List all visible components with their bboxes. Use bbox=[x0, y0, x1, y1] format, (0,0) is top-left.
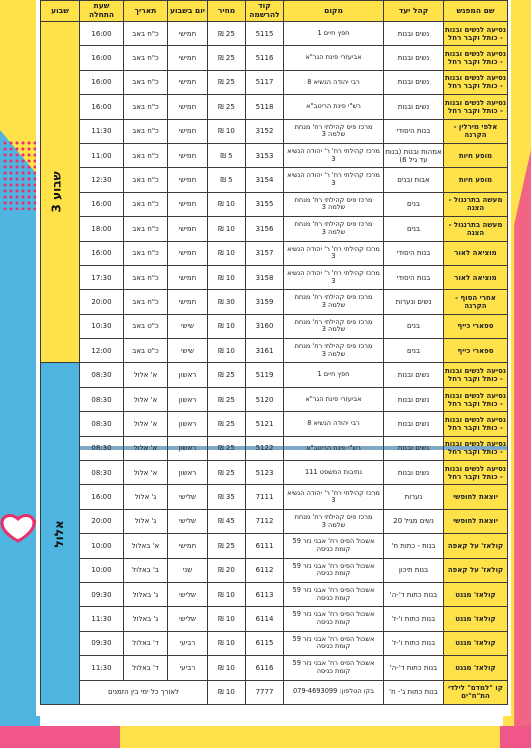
cell-location: מרכז קהילתי רח' ר' יהודה הנשיא 3 bbox=[284, 265, 384, 289]
cell-time: 09:30 bbox=[80, 582, 124, 606]
cell-code: 3159 bbox=[246, 290, 284, 314]
table-row bbox=[41, 314, 508, 338]
cell-name: אחרי הסוף - הקרנה bbox=[444, 290, 508, 314]
dot-pattern-decoration bbox=[2, 140, 38, 210]
cell-date: א' אלול bbox=[124, 387, 168, 411]
cell-price: 10 ₪ bbox=[208, 192, 246, 216]
cell-code: 5120 bbox=[246, 387, 284, 411]
cell-name: נסיעה לנשים ובנות - כותל וקבר רחל bbox=[444, 436, 508, 460]
cell-location: רבי יהודה הנשיא 8 bbox=[284, 70, 384, 94]
cell-audience: בנות היסודי bbox=[384, 119, 444, 143]
cell-day: חמישי bbox=[168, 534, 208, 558]
table-row bbox=[41, 680, 508, 704]
table-row bbox=[41, 534, 508, 558]
cell-name: מוציאה לאור bbox=[444, 265, 508, 289]
cell-audience: נשים ונערות bbox=[384, 290, 444, 314]
cell-name: יוצאת לחופשי bbox=[444, 509, 508, 533]
cell-name: נסיעה לנשים ובנות - כותל וקבר רחל bbox=[444, 363, 508, 387]
cell-name: ספארי כייף bbox=[444, 339, 508, 363]
cell-price: 25 ₪ bbox=[208, 95, 246, 119]
cell-time: 08:30 bbox=[80, 363, 124, 387]
cell-name: נסיעה לנשים ובנות - כותל וקבר רחל bbox=[444, 461, 508, 485]
cell-code: 6112 bbox=[246, 558, 284, 582]
header-location: מקום bbox=[284, 1, 384, 22]
cell-code: 5116 bbox=[246, 46, 284, 70]
cell-name: מעשה בתרנגול - הצגה bbox=[444, 217, 508, 241]
cell-price: 10 ₪ bbox=[208, 656, 246, 680]
cell-name: קולאז' על קאפה bbox=[444, 534, 508, 558]
cell-location: אשכול הפיס רח' אבני נזר 59 קומת כניסה bbox=[284, 558, 384, 582]
cell-time: 11:00 bbox=[80, 143, 124, 167]
cell-audience: בנות כתות ד'-ה' bbox=[384, 656, 444, 680]
cell-time: 08:30 bbox=[80, 412, 124, 436]
cell-day: חמישי bbox=[168, 217, 208, 241]
table-row bbox=[41, 46, 508, 70]
cell-name: מעשה בתרנגול - הצגה bbox=[444, 192, 508, 216]
cell-day: חמישי bbox=[168, 143, 208, 167]
table-row bbox=[41, 95, 508, 119]
cell-code: 6114 bbox=[246, 607, 284, 631]
cell-day: חמישי bbox=[168, 290, 208, 314]
cell-time: 16:00 bbox=[80, 95, 124, 119]
cell-date: כ"ח באב bbox=[124, 290, 168, 314]
cell-name: קולאז' מגנט bbox=[444, 607, 508, 631]
cell-time: 16:00 bbox=[80, 22, 124, 46]
cell-code: 3153 bbox=[246, 143, 284, 167]
table-row bbox=[41, 241, 508, 265]
cell-day: חמישי bbox=[168, 22, 208, 46]
cell-time: 08:30 bbox=[80, 461, 124, 485]
cell-time: 09:30 bbox=[80, 631, 124, 655]
cell-code: 3157 bbox=[246, 241, 284, 265]
cell-location: בקו הטלפון: 079-4693099 bbox=[284, 680, 384, 704]
cell-day: ראשון bbox=[168, 412, 208, 436]
cell-price: 45 ₪ bbox=[208, 509, 246, 533]
header-code: קוד להרשמה bbox=[246, 1, 284, 22]
table-row bbox=[41, 631, 508, 655]
week-label: שבוע 3 bbox=[49, 171, 64, 213]
cell-name: נסיעה לנשים ובנות - כותל וקבר רחל bbox=[444, 95, 508, 119]
cell-name: נסיעה לנשים ובנות - כותל וקבר רחל bbox=[444, 412, 508, 436]
cell-date: ג' אלול bbox=[124, 509, 168, 533]
cell-time: 10:00 bbox=[80, 558, 124, 582]
table-row bbox=[41, 387, 508, 411]
cell-date: ד' באלול bbox=[124, 656, 168, 680]
cell-day: ראשון bbox=[168, 363, 208, 387]
cell-audience: בנים bbox=[384, 314, 444, 338]
cell-price: 10 ₪ bbox=[208, 607, 246, 631]
left-blue-decoration bbox=[0, 130, 40, 730]
cell-audience: אמהות ובנות (בנות עד גיל 6) bbox=[384, 143, 444, 167]
cell-price: 25 ₪ bbox=[208, 387, 246, 411]
cell-price: 10 ₪ bbox=[208, 339, 246, 363]
table-row bbox=[41, 558, 508, 582]
cell-location: אשכול הפיס רח' אבני נזר 59 קומת כניסה bbox=[284, 582, 384, 606]
cell-location: אביעזרי פינת הגר"א bbox=[284, 46, 384, 70]
cell-location: רש"י פינת הריטב"א bbox=[284, 436, 384, 460]
cell-location: מרכז קהילתי רח' ר' יהודה הנשיא 3 bbox=[284, 241, 384, 265]
cell-location: מרכז קהילתי רח' ר' יהודה הנשיא 3 bbox=[284, 168, 384, 192]
cell-day: שלישי bbox=[168, 582, 208, 606]
cell-day: חמישי bbox=[168, 192, 208, 216]
cell-date: א' אלול bbox=[124, 436, 168, 460]
table-row bbox=[41, 582, 508, 606]
cell-date: א' אלול bbox=[124, 363, 168, 387]
cell-day: חמישי bbox=[168, 95, 208, 119]
cell-code: 5123 bbox=[246, 461, 284, 485]
cell-location: רבי יהודה הנשיא 8 bbox=[284, 412, 384, 436]
table-row bbox=[41, 143, 508, 167]
cell-day: חמישי bbox=[168, 265, 208, 289]
cell-time: 10:30 bbox=[80, 314, 124, 338]
cell-date: כ"ח באב bbox=[124, 217, 168, 241]
cell-name: יוצאת לחופשי bbox=[444, 485, 508, 509]
table-row bbox=[41, 192, 508, 216]
cell-audience: נשים ובנות bbox=[384, 46, 444, 70]
cell-name: נסיעה לנשים ובנות - כותל וקבר רחל bbox=[444, 22, 508, 46]
cell-code: 6113 bbox=[246, 582, 284, 606]
cell-code: 3154 bbox=[246, 168, 284, 192]
cell-code: 7777 bbox=[246, 680, 284, 704]
table-row bbox=[41, 22, 508, 46]
cell-day: חמישי bbox=[168, 119, 208, 143]
cell-code: 3156 bbox=[246, 217, 284, 241]
cell-code: 7111 bbox=[246, 485, 284, 509]
cell-code: 5115 bbox=[246, 22, 284, 46]
table-row bbox=[41, 412, 508, 436]
table-row bbox=[41, 70, 508, 94]
cell-name: קו "למדם" לילדי הת"ח"ים bbox=[444, 680, 508, 704]
cell-code: 5118 bbox=[246, 95, 284, 119]
bottom-yellow-border bbox=[120, 726, 500, 748]
cell-price: 30 ₪ bbox=[208, 290, 246, 314]
cell-audience: בנות כתות ג'- ח' bbox=[384, 680, 444, 704]
cell-price: 10 ₪ bbox=[208, 680, 246, 704]
cell-day: חמישי bbox=[168, 46, 208, 70]
cell-audience: נערות bbox=[384, 485, 444, 509]
cell-code: 7112 bbox=[246, 509, 284, 533]
cell-date: כ"ח באב bbox=[124, 46, 168, 70]
cell-price: 10 ₪ bbox=[208, 314, 246, 338]
cell-code: 5117 bbox=[246, 70, 284, 94]
cell-code: 3160 bbox=[246, 314, 284, 338]
cell-date: כ"ח באב bbox=[124, 143, 168, 167]
cell-location: חפץ חיים 1 bbox=[284, 22, 384, 46]
table-row bbox=[41, 168, 508, 192]
cell-day: שלישי bbox=[168, 509, 208, 533]
cell-day: שלישי bbox=[168, 607, 208, 631]
header-time: שעת התחלה bbox=[80, 1, 124, 22]
cell-location: רש"י פינת הריטב"א bbox=[284, 95, 384, 119]
cell-location: מרכז קהילתי רח' ר' יהודה הנשיא 3 bbox=[284, 143, 384, 167]
table-row bbox=[41, 217, 508, 241]
cell-name: ספארי כייף bbox=[444, 314, 508, 338]
cell-audience: בנות כתות ו'-ז' bbox=[384, 631, 444, 655]
cell-name: נסיעה לנשים ובנות - כותל וקבר רחל bbox=[444, 46, 508, 70]
cell-name: קולאז' מגנט bbox=[444, 656, 508, 680]
cell-code: 6116 bbox=[246, 656, 284, 680]
cell-date: א' אלול bbox=[124, 412, 168, 436]
cell-location: אשכול הפיס רח' אבני נזר 59 קומת כניסה bbox=[284, 631, 384, 655]
cell-location: מרכז פיס קהילתי רח' מנחת שלמה 3 bbox=[284, 119, 384, 143]
cell-time: 12:00 bbox=[80, 339, 124, 363]
cell-price: 10 ₪ bbox=[208, 265, 246, 289]
cell-day: לאורך כל ימי בין הזמנים bbox=[80, 680, 208, 704]
cell-price: 25 ₪ bbox=[208, 412, 246, 436]
cell-time: 12:30 bbox=[80, 168, 124, 192]
cell-audience: בנים bbox=[384, 217, 444, 241]
cell-price: 25 ₪ bbox=[208, 534, 246, 558]
cell-location: מרכז פיס קהילתי רח' מנחת שלמה 3 bbox=[284, 217, 384, 241]
header-audience: קהל יעד bbox=[384, 1, 444, 22]
cell-date: כ"ח באב bbox=[124, 22, 168, 46]
cell-price: 5 ₪ bbox=[208, 143, 246, 167]
cell-price: 25 ₪ bbox=[208, 461, 246, 485]
cell-name: מוציאה לאור bbox=[444, 241, 508, 265]
cell-audience: נשים ובנות bbox=[384, 412, 444, 436]
cell-code: 5121 bbox=[246, 412, 284, 436]
cell-audience: נשים ובנות bbox=[384, 461, 444, 485]
cell-location: נתיבות המשפט 111 bbox=[284, 461, 384, 485]
cell-code: 3152 bbox=[246, 119, 284, 143]
cell-day: שני bbox=[168, 558, 208, 582]
cell-location: מרכז קהילתי רח' ר' יהודה הנשיא 3 bbox=[284, 485, 384, 509]
table-row bbox=[41, 363, 508, 387]
cell-location: אשכול הפיס רח' אבני נזר 59 קומת כניסה bbox=[284, 656, 384, 680]
cell-date: כ"ח באב bbox=[124, 241, 168, 265]
cell-code: 3155 bbox=[246, 192, 284, 216]
cell-date: כ"ח באב bbox=[124, 70, 168, 94]
cell-day: חמישי bbox=[168, 168, 208, 192]
cell-code: 6111 bbox=[246, 534, 284, 558]
table-row bbox=[41, 461, 508, 485]
table-row bbox=[41, 339, 508, 363]
cell-price: 10 ₪ bbox=[208, 217, 246, 241]
cell-price: 25 ₪ bbox=[208, 46, 246, 70]
cell-name: מופע חיות bbox=[444, 168, 508, 192]
cell-code: 6115 bbox=[246, 631, 284, 655]
cell-time: 10:00 bbox=[80, 534, 124, 558]
cell-date: ג' באלול bbox=[124, 607, 168, 631]
cell-code: 5122 bbox=[246, 436, 284, 460]
table-row bbox=[41, 485, 508, 509]
table-row bbox=[41, 509, 508, 533]
cell-code: 3158 bbox=[246, 265, 284, 289]
cell-price: 25 ₪ bbox=[208, 22, 246, 46]
cell-time: 11:30 bbox=[80, 119, 124, 143]
cell-time: 20:00 bbox=[80, 509, 124, 533]
cell-name: קולאז' מגנט bbox=[444, 631, 508, 655]
cell-location: אשכול הפיס רח' אבני נזר 59 קומת כניסה bbox=[284, 534, 384, 558]
cell-date: כ"ט באב bbox=[124, 339, 168, 363]
week-3-label-cell bbox=[41, 22, 80, 363]
cell-audience: בנות - כתות ח' bbox=[384, 534, 444, 558]
cell-time: 16:00 bbox=[80, 485, 124, 509]
cell-date: כ"ח באב bbox=[124, 168, 168, 192]
cell-price: 10 ₪ bbox=[208, 631, 246, 655]
cell-time: 11:30 bbox=[80, 607, 124, 631]
cell-price: 35 ₪ bbox=[208, 485, 246, 509]
cell-date: כ"ח באב bbox=[124, 119, 168, 143]
cell-price: 20 ₪ bbox=[208, 558, 246, 582]
cell-price: 25 ₪ bbox=[208, 70, 246, 94]
cell-price: 10 ₪ bbox=[208, 582, 246, 606]
cell-audience: נשים ובנות bbox=[384, 95, 444, 119]
cell-audience: בנים bbox=[384, 339, 444, 363]
cell-day: ראשון bbox=[168, 387, 208, 411]
header-price: מחיר bbox=[208, 1, 246, 22]
cell-date: ב' באלול bbox=[124, 558, 168, 582]
header-week: שבוע bbox=[41, 1, 80, 22]
cell-location: מרכז פיס קהילתי רח' מנחת שלמה 3 bbox=[284, 290, 384, 314]
events-table bbox=[40, 0, 508, 705]
cell-day: רביעי bbox=[168, 656, 208, 680]
cell-date: א' אלול bbox=[124, 461, 168, 485]
cell-price: 5 ₪ bbox=[208, 168, 246, 192]
cell-audience: בנות היסודי bbox=[384, 241, 444, 265]
cell-audience: נשים מגיל 20 bbox=[384, 509, 444, 533]
cell-audience: נשים ובנות bbox=[384, 436, 444, 460]
header-date: תאריך bbox=[124, 1, 168, 22]
header-name: שם המפגש bbox=[444, 1, 508, 22]
cell-location: אשכול הפיס רח' אבני נזר 59 קומת כניסה bbox=[284, 607, 384, 631]
cell-audience: אבות ובנים bbox=[384, 168, 444, 192]
cell-name: קולאז' על קאפה bbox=[444, 558, 508, 582]
cell-code: 3161 bbox=[246, 339, 284, 363]
cell-time: 11:30 bbox=[80, 656, 124, 680]
cell-location: מרכז פיס קהילתי רח' מנחת שלמה 3 bbox=[284, 314, 384, 338]
cell-time: 16:00 bbox=[80, 192, 124, 216]
cell-name: קולאז' מגנט bbox=[444, 582, 508, 606]
table-row bbox=[41, 265, 508, 289]
cell-location: מרכז פיס קהילתי רח' מנחת שלמה 3 bbox=[284, 339, 384, 363]
cell-day: רביעי bbox=[168, 631, 208, 655]
cell-price: 25 ₪ bbox=[208, 436, 246, 460]
cell-day: ראשון bbox=[168, 436, 208, 460]
table-row bbox=[41, 656, 508, 680]
cell-date: ד' באלול bbox=[124, 631, 168, 655]
cell-date: כ"ח באב bbox=[124, 265, 168, 289]
cell-day: שישי bbox=[168, 314, 208, 338]
cell-name: נסיעה לנשים ובנות - כותל וקבר רחל bbox=[444, 387, 508, 411]
cell-date: כ"ח באב bbox=[124, 95, 168, 119]
cell-date: ג' אלול bbox=[124, 485, 168, 509]
cell-location: חפץ חיים 1 bbox=[284, 363, 384, 387]
cell-time: 17:30 bbox=[80, 265, 124, 289]
table-row bbox=[41, 119, 508, 143]
cell-location: מרכז פיס קהילתי רח' מנחת שלמה 3 bbox=[284, 192, 384, 216]
table-row bbox=[41, 290, 508, 314]
cell-price: 10 ₪ bbox=[208, 241, 246, 265]
cell-code: 5119 bbox=[246, 363, 284, 387]
cell-date: כ"ט באב bbox=[124, 314, 168, 338]
table-header-row bbox=[41, 1, 508, 22]
header-day: יום בשבוע bbox=[168, 1, 208, 22]
cell-time: 16:00 bbox=[80, 241, 124, 265]
cell-day: חמישי bbox=[168, 241, 208, 265]
cell-location: מרכז פיס קהילתי רח' מנחת שלמה 3 bbox=[284, 509, 384, 533]
cell-name: נסיעה לנשים ובנות - כותל וקבר רחל bbox=[444, 70, 508, 94]
cell-day: ראשון bbox=[168, 461, 208, 485]
cell-price: 25 ₪ bbox=[208, 363, 246, 387]
cell-time: 08:30 bbox=[80, 436, 124, 460]
cell-audience: בנות תיכון bbox=[384, 558, 444, 582]
cell-time: 18:00 bbox=[80, 217, 124, 241]
cell-audience: בנות כתות ד'-ה' bbox=[384, 582, 444, 606]
cell-time: 20:00 bbox=[80, 290, 124, 314]
cell-audience: נשים ובנות bbox=[384, 363, 444, 387]
elul-label-cell bbox=[41, 363, 80, 704]
cell-day: שישי bbox=[168, 339, 208, 363]
cell-audience: בנות כתות ו'-ז' bbox=[384, 607, 444, 631]
cell-audience: נשים ובנות bbox=[384, 387, 444, 411]
cell-day: שלישי bbox=[168, 485, 208, 509]
cell-time: 16:00 bbox=[80, 46, 124, 70]
cell-date: כ"ח באב bbox=[124, 192, 168, 216]
cell-time: 16:00 bbox=[80, 70, 124, 94]
cell-time: 08:30 bbox=[80, 387, 124, 411]
cell-audience: נשים ובנות bbox=[384, 70, 444, 94]
week-label: אלול bbox=[52, 520, 67, 548]
cell-location: אביעזרי פינת הגר"א bbox=[284, 387, 384, 411]
table-row bbox=[41, 607, 508, 631]
cell-audience: בנים bbox=[384, 192, 444, 216]
cell-audience: בנות היסודי bbox=[384, 265, 444, 289]
cell-date: א' באלול bbox=[124, 534, 168, 558]
cell-day: חמישי bbox=[168, 70, 208, 94]
cell-date: ג' באלול bbox=[124, 582, 168, 606]
cell-name: מופע חיות bbox=[444, 143, 508, 167]
cell-name: אלפי מירלין - הקרנה bbox=[444, 119, 508, 143]
table-row bbox=[41, 436, 508, 460]
cell-audience: נשים ובנות bbox=[384, 22, 444, 46]
cell-price: 10 ₪ bbox=[208, 119, 246, 143]
